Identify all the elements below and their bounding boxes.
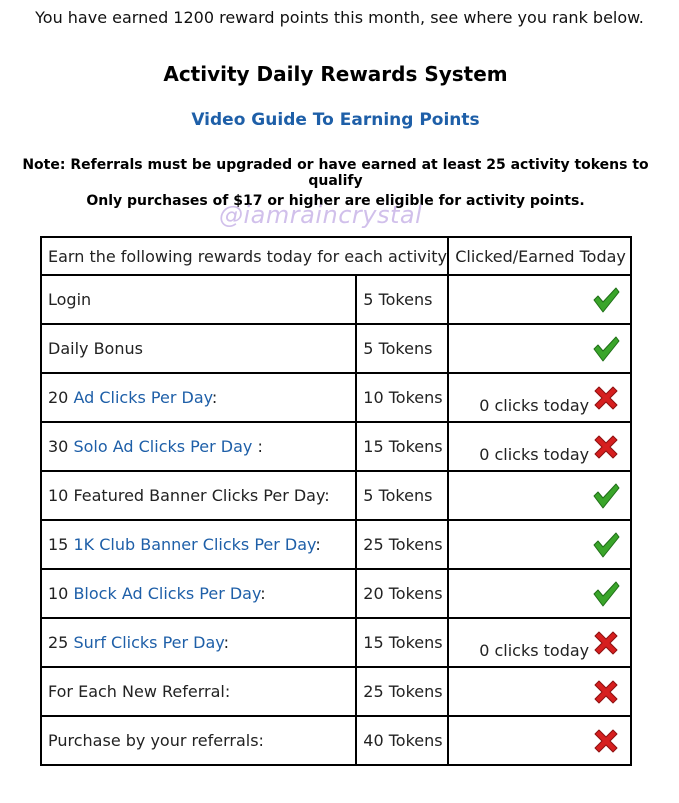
header-activity: Earn the following rewards today for each activity [41,237,448,275]
activity-label: 10 Featured Banner Clicks Per Day: [48,486,330,505]
table-row [41,324,631,373]
table-row [41,667,631,716]
activity-suffix: : [211,388,218,407]
activity-suffix: : [315,535,321,554]
status-cell [448,716,631,765]
tokens-cell: 20 Tokens [356,569,448,618]
activity-link[interactable]: 1K Club Banner Clicks Per Day [73,535,316,554]
activity-cell [41,373,356,422]
activity-label: Login [48,290,92,309]
earned-points-message: You have earned 1200 reward points this month, see where you rank below. [35,8,644,27]
clicks-today-text: 0 clicks today [479,396,590,415]
activity-link[interactable]: Ad Clicks Per Day [73,388,212,407]
tokens-cell: 25 Tokens [356,667,448,716]
tokens-cell: 5 Tokens [356,324,448,373]
purchase-note: Only purchases of $17 or higher are eligible for activity points. [86,193,585,209]
check-icon [591,579,621,609]
status-cell [448,471,631,520]
activity-cell [41,618,356,667]
table-row [41,716,631,765]
table-row [41,422,631,471]
table-row [41,373,631,422]
activity-cell [41,471,356,520]
activity-cell [41,520,356,569]
status-cell [448,618,631,667]
status-cell [448,275,631,324]
table-row [41,618,631,667]
rewards-table-header [41,237,631,275]
tokens-cell: 25 Tokens [356,520,448,569]
tokens-cell: 40 Tokens [356,716,448,765]
activity-label: 20 [48,388,74,407]
status-cell [448,324,631,373]
status-cell [448,569,631,618]
rewards-table [40,236,632,766]
activity-label: 10 [48,584,74,603]
activity-suffix: : [252,437,263,456]
activity-suffix: : [223,633,229,652]
page-title: Activity Daily Rewards System [163,62,508,86]
check-icon [591,334,621,364]
activity-label: For Each New Referral: [48,682,231,701]
activity-cell [41,422,356,471]
activity-label: Daily Bonus [48,339,143,358]
activity-cell [41,667,356,716]
tokens-cell: 5 Tokens [356,275,448,324]
clicks-today-text: 0 clicks today [479,445,590,464]
table-row [41,520,631,569]
tokens-cell: 15 Tokens [356,618,448,667]
cross-icon [591,432,621,462]
activity-link[interactable]: Block Ad Clicks Per Day [73,584,261,603]
check-icon [591,481,621,511]
tokens-cell: 15 Tokens [356,422,448,471]
activity-label: Purchase by your referrals: [48,731,264,750]
tokens-cell: 5 Tokens [356,471,448,520]
header-clicked-earned: Clicked/Earned Today [448,237,631,275]
status-cell [448,373,631,422]
activity-label: 30 [48,437,74,456]
status-cell [448,667,631,716]
watermark: @iamraincrystal [219,201,423,229]
cross-icon [591,383,621,413]
check-icon [591,530,621,560]
table-row [41,569,631,618]
activity-cell [41,275,356,324]
referral-note: Note: Referrals must be upgraded or have earned at least 25 activity tokens to qualify [22,157,649,189]
cross-icon [591,677,621,707]
activity-link[interactable]: Surf Clicks Per Day [73,633,224,652]
status-cell [448,422,631,471]
activity-suffix: : [260,584,266,603]
cross-icon [591,726,621,756]
check-icon [591,285,621,315]
activity-label: 25 [48,633,74,652]
table-row [41,471,631,520]
activity-cell [41,569,356,618]
tokens-cell: 10 Tokens [356,373,448,422]
activity-cell [41,324,356,373]
activity-label: 15 [48,535,74,554]
clicks-today-text: 0 clicks today [479,641,590,660]
activity-link[interactable]: Solo Ad Clicks Per Day [73,437,253,456]
status-cell [448,520,631,569]
video-guide-link[interactable]: Video Guide To Earning Points [191,110,480,130]
activity-cell [41,716,356,765]
table-row [41,275,631,324]
cross-icon [591,628,621,658]
